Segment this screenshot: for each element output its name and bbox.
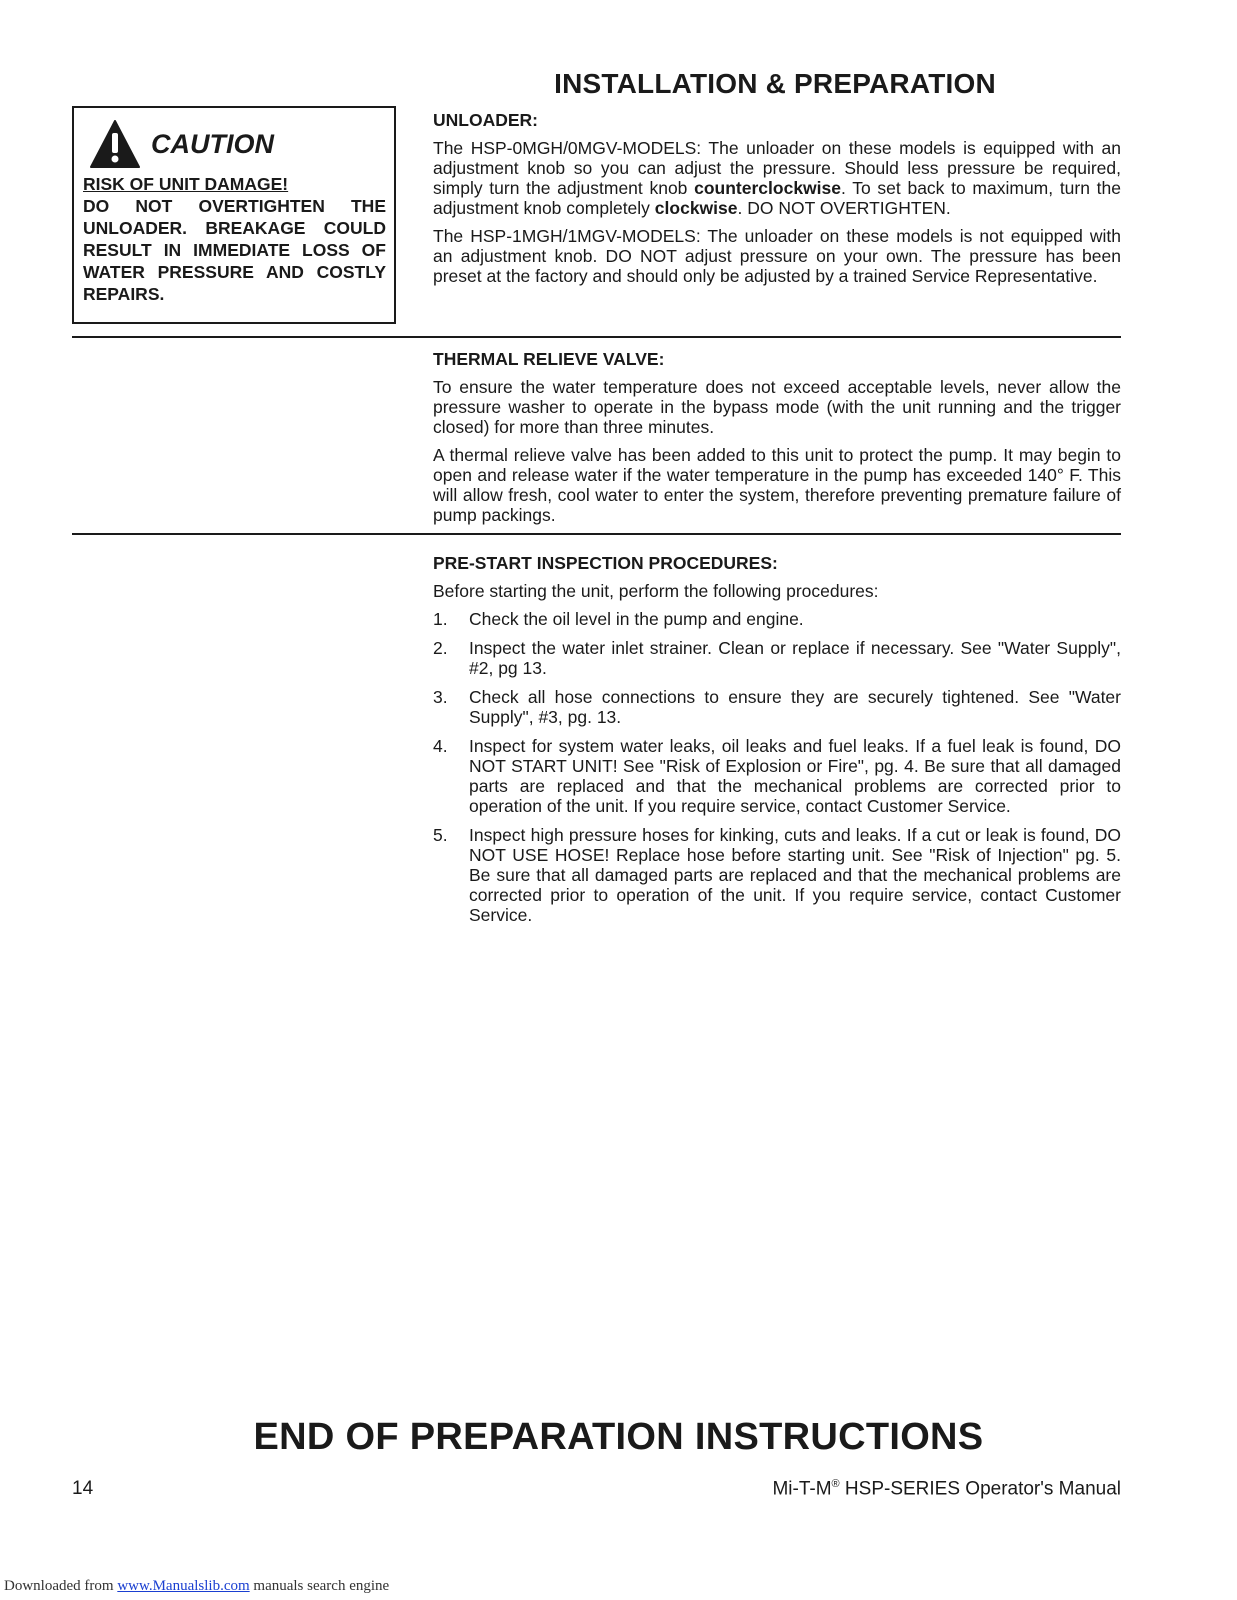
manual-name: Mi-T-M® HSP-SERIES Operator's Manual xyxy=(772,1478,1121,1500)
warning-triangle-icon xyxy=(89,119,141,169)
prestart-intro: Before starting the unit, perform the following procedures: xyxy=(433,581,879,601)
download-notice: Downloaded from www.Manualslib.com manuals search engine xyxy=(4,1578,390,1594)
page-title: INSTALLATION & PREPARATION xyxy=(554,68,996,99)
list-item: 2. Inspect the water inlet strainer. Clean or replace if necessary. See "Water Supply", #2, pg 13. xyxy=(433,638,1121,678)
list-item: 4. Inspect for system water leaks, oil leaks and fuel leaks. If a fuel leak is found, DO NOT START UNIT! See "Risk of Explosion or Fire", pg. 4. Be sure that all damaged parts are replaced and that the mechanical problems are corrected prior to operation of the unit. If you require service, contact Customer Service. xyxy=(433,736,1121,816)
unloader-section xyxy=(433,110,1121,294)
list-item: 1. Check the oil level in the pump and engine. xyxy=(433,609,804,629)
prestart-heading: PRE-START INSPECTION PROCEDURES: xyxy=(433,553,778,573)
end-title: END OF PREPARATION INSTRUCTIONS xyxy=(253,1416,984,1458)
thermal-paragraph-2: A thermal relieve valve has been added to this unit to protect the pump. It may begin to open and release water if the water temperature in the pump has exceeded 140° F. This will allow fresh, cool water to enter the system, therefore preventing premature failure of pump packings. xyxy=(433,445,1121,525)
list-item: 5. Inspect high pressure hoses for kinking, cuts and leaks. If a cut or leak is found, DO NOT USE HOSE! Replace hose before starting unit. See "Risk of Injection" pg. 5. Be sure that all damaged parts are replaced and that the mechanical problems are corrected prior to operation of the unit. If you require service, contact Customer Service. xyxy=(433,825,1121,925)
caution-box xyxy=(72,106,396,324)
page-number: 14 xyxy=(72,1478,94,1499)
unloader-paragraph-2: The HSP-1MGH/1MGV-MODELS: The unloader on these models is not equipped with an adjustment knob. DO NOT adjust pressure on your own. The pressure has been preset at the factory and should only be adjusted by a trained Service Representative. xyxy=(433,226,1121,286)
caution-subtitle: RISK OF UNIT DAMAGE! xyxy=(83,174,289,194)
prestart-section xyxy=(433,553,1121,934)
thermal-section xyxy=(433,349,1121,533)
thermal-paragraph-1: To ensure the water temperature does not exceed acceptable levels, never allow the pressure washer to operate in the bypass mode (with the unit running and the trigger closed) for more than three minutes. xyxy=(433,377,1121,437)
caution-header xyxy=(83,118,386,170)
manualslib-link[interactable]: www.Manualslib.com xyxy=(117,1578,250,1594)
section-divider xyxy=(72,336,1121,338)
thermal-heading: THERMAL RELIEVE VALVE: xyxy=(433,349,665,369)
prestart-steps xyxy=(433,609,1121,925)
caution-body: DO NOT OVERTIGHTEN THE UNLOADER. BREAKAGE COULD RESULT IN IMMEDIATE LOSS OF WATER PRESSURE AND COSTLY REPAIRS. xyxy=(83,196,386,304)
caution-title: CAUTION xyxy=(151,128,274,159)
list-item: 3. Check all hose connections to ensure they are securely tightened. See "Water Supply", #3, pg. 13. xyxy=(433,687,1121,727)
section-divider xyxy=(72,533,1121,535)
unloader-heading: UNLOADER: xyxy=(433,110,538,130)
unloader-paragraph-1: The HSP-0MGH/0MGV-MODELS: The unloader on these models is equipped with an adjustment knob so you can adjust the pressure. Should less pressure be required, simply turn the adjustment knob counterclockwise. To set back to maximum, turn the adjustment knob completely clockwise. DO NOT OVERTIGHTEN. xyxy=(433,138,1121,218)
